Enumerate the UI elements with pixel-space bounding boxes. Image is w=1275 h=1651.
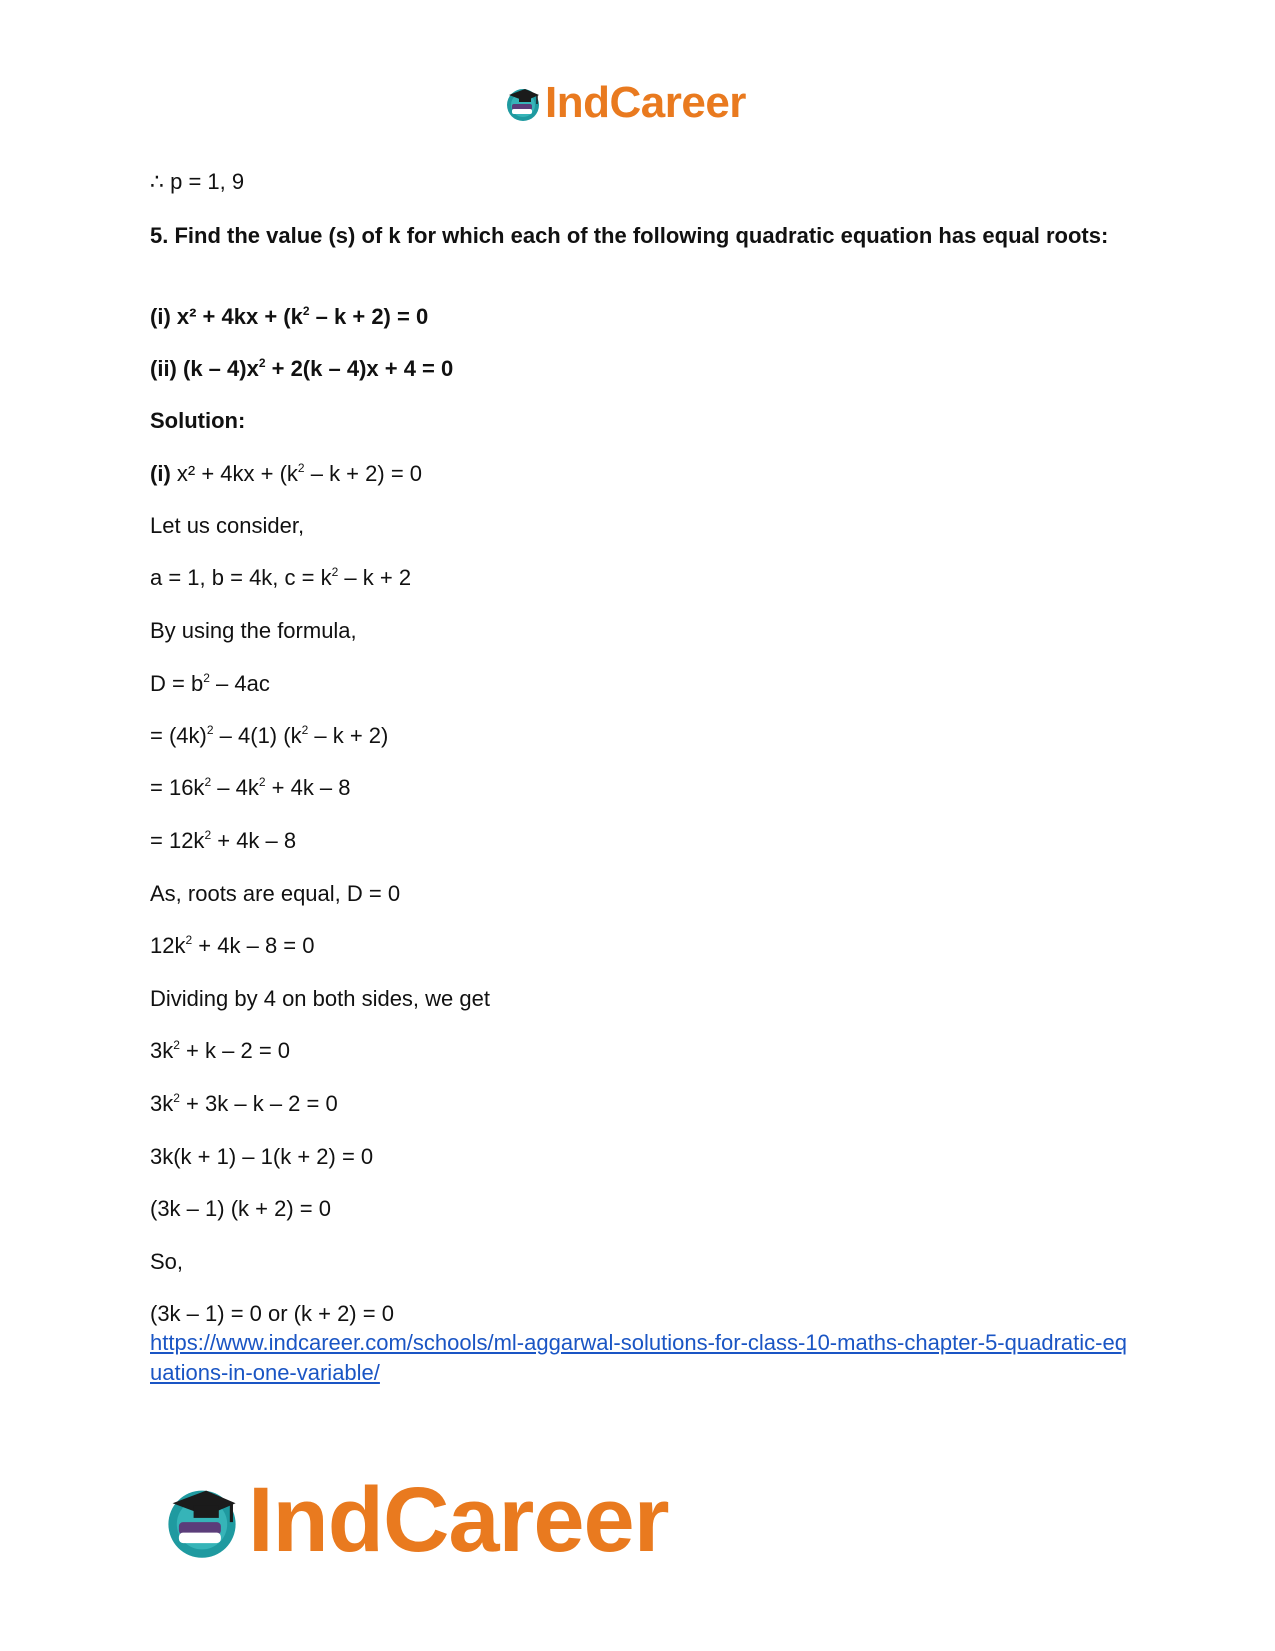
equation-line: $3k^2 + k - 2 = 0$	[150, 1038, 291, 1063]
equation-line: = $(4k)^2 - 4(1)$ $(k^2 - k + 2)$	[150, 723, 389, 748]
source-link[interactable]: https://www.indcareer.com/schools/ml-aggarwal-solutions-for-class-10-maths-chapter-5-quadratic-equations-in-one-variable/	[150, 1330, 1127, 1385]
graduation-cap-book-globe-icon	[503, 83, 543, 123]
text-line: a = 1, b = 4k, $c = k^2 - k + 2$	[150, 565, 412, 590]
text-line: By using the formula,	[150, 618, 357, 643]
text-line: ∴ p = 1, 9	[150, 169, 245, 194]
graduation-cap-book-globe-icon	[160, 1478, 244, 1562]
equation-line: $D = b^2 - 4ac$	[150, 671, 270, 696]
text-line: As, roots are equal, D = 0	[150, 881, 401, 906]
question-heading: 5. Find the value (s) of k for which each of the following quadratic equation has equal roots:	[150, 223, 1109, 248]
text-line: Dividing by 4 on both sides, we get	[150, 986, 490, 1011]
question-part-i: (i) $x^2 + 4kx + (k^2 - k + 2) = 0$	[150, 304, 429, 329]
equation-line: $12k^2 + 4k - 8 = 0$	[150, 933, 315, 958]
logo-text: IndCareer	[545, 78, 746, 127]
solution-part-i: (i) $x^2 + 4kx + (k^2 - k + 2) = 0$	[150, 461, 423, 486]
equation-line: = $12k^2 + 4k - 8$	[150, 828, 297, 853]
equation-line: = $16k^2 - 4k^2 + 4k - 8$	[150, 775, 351, 800]
solution-heading: Solution:	[150, 408, 246, 433]
indcareer-logo-bottom	[160, 1470, 669, 1570]
logo-text: IndCareer	[248, 1468, 669, 1571]
equation-line: (3k – 1) (k + 2) = 0	[150, 1196, 331, 1221]
equation-line: (3k – 1) = 0 or (k + 2) = 0	[150, 1301, 394, 1326]
question-part-ii: (ii) $(k - 4)x^2 + 2(k - 4)x + 4 = 0$	[150, 356, 454, 381]
text-line: So,	[150, 1249, 184, 1274]
indcareer-logo-top	[503, 78, 746, 128]
equation-line: 3k(k + 1) – 1(k + 2) = 0	[150, 1144, 374, 1169]
text-line: Let us consider,	[150, 513, 305, 538]
equation-line: $3k^2 + 3k - k - 2 = 0$	[150, 1091, 338, 1116]
